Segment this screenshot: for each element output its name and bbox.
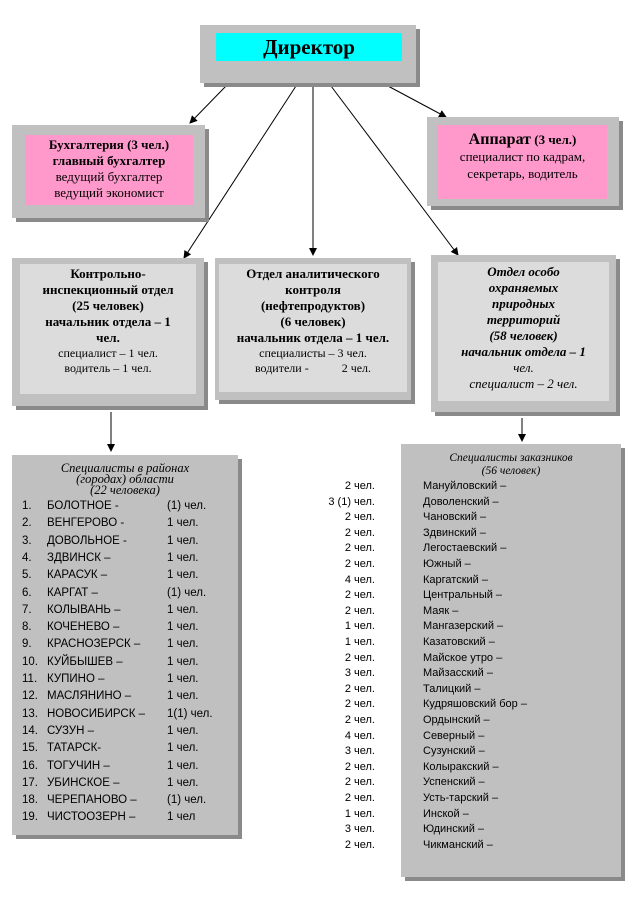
accounting-box: [12, 125, 205, 218]
reserve-name: Талицкий –: [423, 682, 481, 695]
reserves-box: [328, 444, 621, 877]
analytic-dept-box: [215, 258, 411, 400]
reserve-count: 3 чел.: [344, 823, 375, 836]
district-count: 1 чел.: [167, 621, 199, 634]
protected-dept-box: [431, 255, 616, 412]
analytic-line6: специалисты – 3 чел.: [259, 346, 367, 360]
reserve-count: 1 чел.: [344, 620, 375, 633]
reserve-name: Здвинский –: [423, 526, 486, 539]
reserve-name: Каргатский –: [423, 573, 488, 586]
district-count: 1 чел.: [167, 517, 199, 530]
district-number: 12.: [22, 690, 38, 703]
district-count: 1 чел.: [167, 603, 199, 616]
apparatus-count: (3 чел.): [531, 132, 577, 147]
district-number: 4.: [22, 551, 32, 564]
control-line7: водитель – 1 чел.: [64, 361, 152, 375]
control-line3: (25 человек): [72, 298, 144, 313]
control-dept-content: [20, 264, 196, 394]
district-number: 8.: [22, 621, 32, 634]
reserve-count: 2 чел.: [344, 558, 375, 570]
district-name: ДОВОЛЬНОЕ -: [47, 534, 127, 547]
reserve-count: 2 чел.: [344, 792, 375, 804]
analytic-line7: водители - 2 чел.: [254, 361, 372, 375]
reserve-name: Доволенский –: [423, 495, 499, 508]
districts-title3: (22 человека): [90, 483, 160, 497]
district-name: ТОГУЧИН –: [47, 759, 110, 772]
reserve-count: 2 чел.: [344, 698, 375, 711]
analytic-line4: (6 человек): [280, 314, 346, 329]
district-number: 18.: [22, 794, 38, 807]
reserve-name: Казатовский –: [423, 636, 495, 648]
control-line5: чел.: [96, 330, 120, 345]
apparatus-content: [438, 125, 607, 199]
district-name: НОВОСИБИРСК –: [47, 707, 146, 720]
reserve-name: Легостаевский –: [423, 542, 507, 555]
district-name: ЗДВИНСК –: [47, 551, 111, 564]
arrow-to-apparatus: [388, 86, 446, 117]
protected-line2: охраняемых: [488, 280, 559, 295]
district-name: КОЛЫВАНЬ –: [47, 603, 121, 616]
district-count: 1 чел.: [167, 690, 199, 703]
district-count: 1 чел.: [167, 673, 199, 685]
accounting-line3: ведущий бухгалтер: [55, 169, 163, 184]
reserve-count: 2 чел.: [344, 526, 375, 539]
district-name: ЧЕРЕПАНОВО –: [47, 794, 137, 807]
reserve-name: Чикманский –: [423, 838, 493, 851]
reserve-count: 2 чел.: [344, 604, 375, 617]
protected-line1: Отдел особо: [487, 264, 560, 279]
reserve-count: 4 чел.: [344, 573, 375, 586]
reserve-count: 2 чел.: [344, 682, 375, 695]
reserve-count: 2 чел.: [344, 589, 375, 602]
district-number: 5.: [22, 569, 32, 582]
analytic-line5: начальник отдела – 1 чел.: [236, 330, 390, 345]
district-number: 2.: [22, 517, 32, 530]
reserve-count: 3 чел.: [344, 745, 375, 758]
protected-line5: (58 человек): [489, 328, 558, 343]
district-count: 1 чел.: [167, 724, 199, 737]
district-number: 15.: [22, 742, 38, 755]
district-name: УБИНСКОЕ –: [47, 776, 120, 789]
district-number: 16.: [22, 759, 38, 772]
district-name: СУЗУН –: [47, 724, 94, 737]
district-count: 1 чел.: [167, 638, 199, 651]
district-name: ТАТАРСК-: [47, 742, 102, 755]
district-number: 10.: [22, 655, 38, 668]
reserves-title1: Специалисты заказников: [449, 452, 573, 464]
analytic-dept-content: [219, 264, 407, 392]
control-dept-box: [12, 258, 204, 406]
protected-dept-content: [438, 262, 609, 401]
district-number: 17.: [22, 776, 38, 789]
reserve-count: 2 чел.: [344, 511, 375, 524]
apparatus-title: Аппарат: [468, 131, 532, 148]
protected-line3: природных: [492, 296, 555, 311]
director-title: Директор: [216, 33, 402, 61]
reserve-count: 2 чел.: [344, 480, 375, 492]
reserve-name: Маяк –: [423, 604, 459, 617]
apparatus-line3: секретарь, водитель: [467, 166, 578, 181]
reserve-count: 2 чел.: [344, 651, 375, 664]
reserve-count: 2 чел.: [344, 714, 375, 726]
reserve-name: Мангазерский –: [423, 620, 504, 633]
district-count: 1 чел.: [167, 759, 199, 772]
accounting-line4: ведущий экономист: [54, 185, 164, 200]
district-number: 11.: [22, 673, 38, 685]
district-name: КУПИНО –: [47, 673, 105, 685]
reserve-name: Северный –: [423, 729, 485, 742]
reserve-name: Юдинский –: [423, 823, 485, 836]
analytic-line3: (нефтепродуктов): [260, 298, 366, 313]
district-number: 3.: [22, 534, 32, 547]
district-number: 14.: [22, 724, 38, 737]
district-count: 1 чел: [167, 811, 196, 824]
analytic-line2: контроля: [285, 282, 341, 297]
district-count: (1) чел.: [167, 586, 207, 599]
district-count: 1 чел.: [167, 776, 199, 789]
reserve-count: 2 чел.: [344, 760, 375, 773]
reserve-name: Майзасский –: [423, 667, 493, 680]
reserve-name: Чановский –: [423, 511, 487, 524]
accounting-content: [25, 135, 193, 205]
protected-line8: специалист – 2 чел.: [469, 376, 578, 391]
analytic-line1: Отдел аналитического: [246, 266, 380, 281]
reserve-count: 4 чел.: [344, 729, 375, 742]
reserve-name: Центральный –: [423, 589, 503, 602]
district-count: 1 чел.: [167, 569, 199, 582]
district-number: 7.: [22, 603, 32, 616]
district-name: ВЕНГЕРОВО -: [47, 517, 125, 530]
district-number: 9.: [22, 638, 32, 651]
accounting-line2: главный бухгалтер: [52, 153, 166, 168]
districts-title: [12, 463, 238, 496]
director-box: [200, 25, 416, 83]
reserve-count: 3 чел.: [344, 667, 375, 680]
reserve-name: Успенский –: [423, 776, 485, 789]
reserve-name: Усть-тарский –: [423, 792, 499, 804]
district-name: КАРГАТ –: [47, 586, 98, 599]
accounting-line1: Бухгалтерия (3 чел.): [48, 137, 170, 152]
reserve-name: Южный –: [423, 558, 471, 570]
district-count: 1 чел.: [167, 551, 199, 564]
reserve-count: 2 чел.: [344, 542, 375, 555]
reserve-name: Колыракский –: [423, 760, 499, 773]
district-name: КРАСНОЗЕРСК –: [47, 638, 141, 651]
reserve-count: 1 чел.: [344, 636, 375, 648]
reserve-name: Кудряшовский бор –: [423, 698, 527, 711]
control-line4: начальник отдела – 1: [45, 314, 171, 329]
district-count: (1) чел.: [167, 794, 207, 807]
reserve-count: 3 (1) чел.: [328, 495, 375, 508]
districts-title2: (городах) области: [76, 472, 174, 486]
reserve-name: Майское утро –: [423, 651, 503, 664]
control-line2: инспекционный отдел: [42, 282, 174, 297]
district-name: МАСЛЯНИНО –: [47, 690, 132, 703]
districts-title1: Специалисты в районах: [60, 461, 190, 475]
reserve-name: Сузунский –: [423, 745, 485, 758]
district-name: ЧИСТООЗЕРН –: [47, 811, 136, 824]
district-name: КОЧЕНЕВО –: [47, 621, 120, 634]
district-count: 1 чел.: [167, 534, 199, 547]
district-number: 6.: [22, 586, 32, 599]
district-number: 13.: [22, 707, 38, 720]
district-name: КУЙБЫШЕВ –: [47, 655, 123, 668]
reserves-title: [401, 452, 621, 478]
control-line1: Контрольно-: [70, 266, 146, 281]
apparatus-line2: специалист по кадрам,: [459, 149, 586, 164]
reserve-name: Инской –: [423, 807, 469, 820]
reserves-title2: (56 человек): [481, 465, 541, 477]
districts-box: [12, 455, 238, 835]
district-name: БОЛОТНОЕ -: [47, 500, 119, 512]
district-number: 1.: [22, 500, 32, 512]
reserve-count: 1 чел.: [344, 807, 375, 820]
district-count: (1) чел.: [167, 500, 207, 512]
apparatus-box: [427, 117, 619, 206]
protected-line4: территорий: [486, 312, 561, 327]
control-line6: специалист – 1 чел.: [58, 346, 158, 360]
district-name: КАРАСУК –: [47, 569, 108, 582]
reserve-name: Ордынский –: [423, 714, 490, 726]
arrow-to-accounting: [190, 86, 226, 123]
district-count: 1(1) чел.: [167, 707, 213, 720]
district-count: 1 чел.: [167, 655, 199, 668]
reserve-count: 2 чел.: [344, 838, 375, 851]
district-count: 1 чел.: [167, 742, 199, 755]
protected-line7: чел.: [513, 360, 534, 375]
reserve-count: 2 чел.: [344, 776, 375, 789]
protected-line6: начальник отдела – 1: [461, 344, 586, 359]
district-number: 19.: [22, 811, 38, 824]
reserve-name: Мануйловский –: [423, 480, 507, 492]
